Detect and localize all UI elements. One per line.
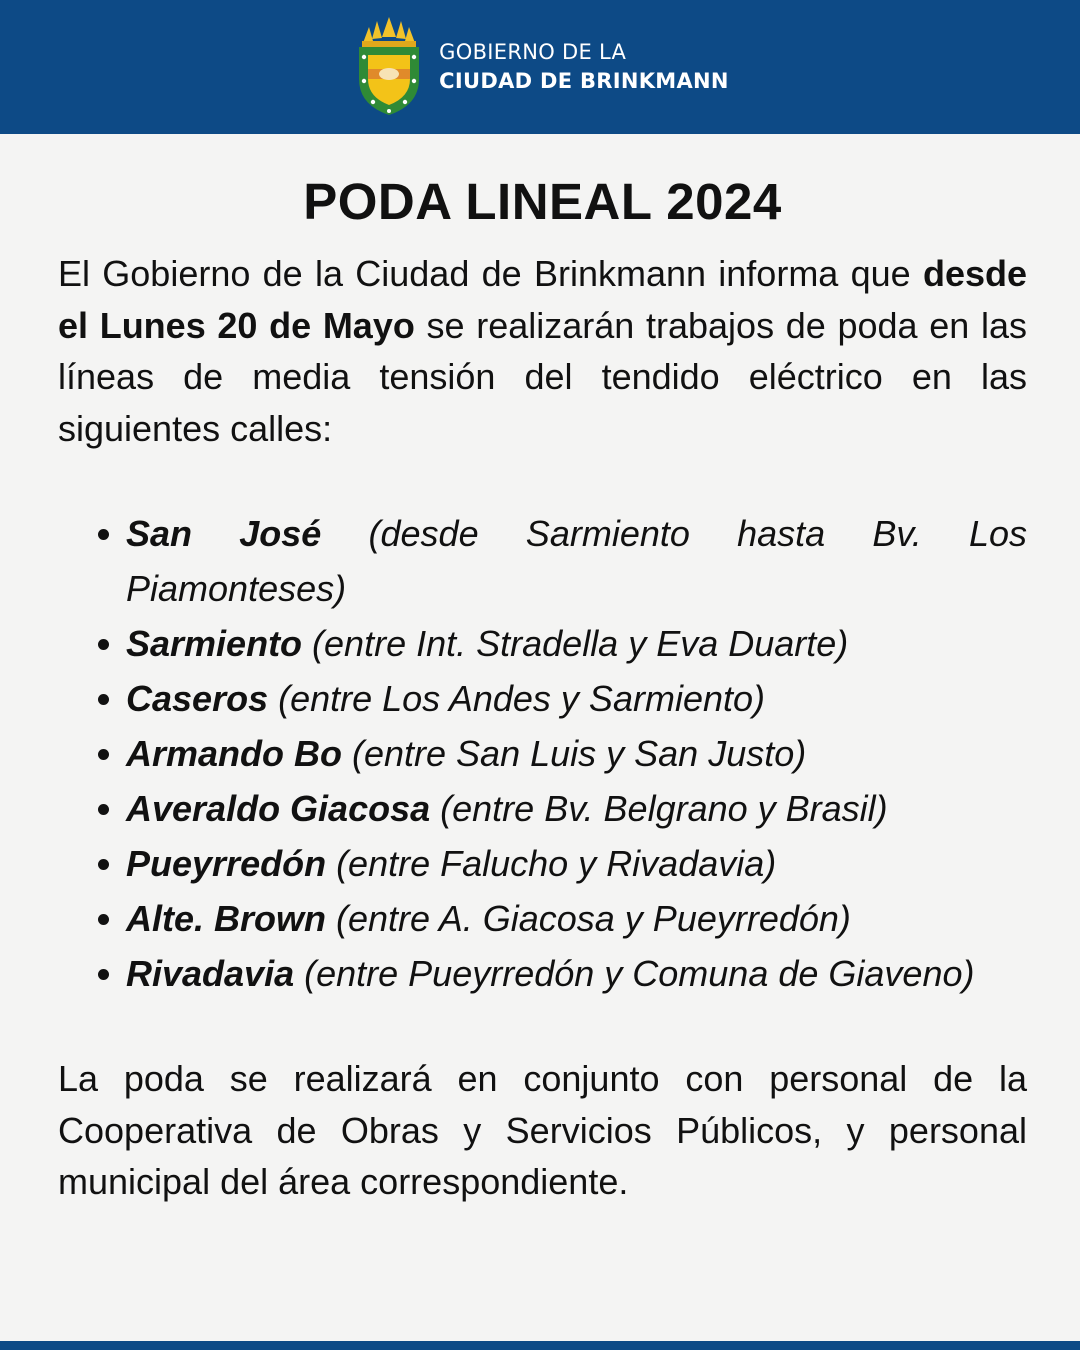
street-name: Averaldo Giacosa bbox=[126, 788, 431, 829]
street-name: Alte. Brown bbox=[126, 898, 327, 939]
street-detail: (entre San Luis y San Justo) bbox=[342, 733, 807, 774]
list-item bbox=[100, 891, 1027, 946]
coat-of-arms-icon bbox=[355, 17, 423, 117]
list-item bbox=[100, 616, 1027, 671]
intro-paragraph bbox=[58, 248, 1027, 454]
street-detail: (entre Falucho y Rivadavia) bbox=[326, 843, 777, 884]
list-item bbox=[100, 506, 1027, 616]
street-name: Pueyrredón bbox=[126, 843, 327, 884]
header-banner bbox=[0, 0, 1080, 134]
street-detail: (desde Sarmiento hasta Bv. Los Piamonteses) bbox=[126, 513, 1027, 609]
list-item bbox=[100, 836, 1027, 891]
street-list bbox=[100, 506, 1027, 1001]
street-name: Rivadavia bbox=[126, 953, 295, 994]
government-name-line2: CIUDAD DE BRINKMANN bbox=[439, 69, 729, 93]
list-item bbox=[100, 946, 1027, 1001]
intro-date: desde el Lunes 20 de Mayo bbox=[58, 253, 1027, 346]
street-name: Sarmiento bbox=[126, 623, 303, 664]
street-name: San José bbox=[126, 513, 322, 554]
government-brand bbox=[355, 17, 729, 117]
government-name-line1: GOBIERNO DE LA bbox=[439, 40, 627, 64]
list-item bbox=[100, 781, 1027, 836]
street-detail: (entre Int. Stradella y Eva Duarte) bbox=[302, 623, 849, 664]
street-detail: (entre Los Andes y Sarmiento) bbox=[268, 678, 765, 719]
intro-text-end: se realizarán trabajos de poda en las líneas de media tensión del tendido eléctrico en las siguientes calles: bbox=[58, 304, 1027, 449]
street-name: Armando Bo bbox=[126, 733, 342, 774]
intro-text-start: El Gobierno de la Ciudad de Brinkmann informa que bbox=[58, 253, 923, 294]
street-name: Caseros bbox=[126, 678, 269, 719]
closing-paragraph: La poda se realizará en conjunto con personal de la Cooperativa de Obras y Servicios Públicos, y personal municipal del área correspondiente. bbox=[58, 1058, 1027, 1202]
list-item bbox=[100, 726, 1027, 781]
street-detail: (entre Bv. Belgrano y Brasil) bbox=[430, 788, 888, 829]
page-title: PODA LINEAL 2024 bbox=[303, 173, 782, 230]
street-detail: (entre Pueyrredón y Comuna de Giaveno) bbox=[294, 953, 975, 994]
government-name bbox=[439, 38, 729, 96]
list-item bbox=[100, 671, 1027, 726]
street-detail: (entre A. Giacosa y Pueyrredón) bbox=[326, 898, 851, 939]
bottom-divider bbox=[0, 1341, 1080, 1350]
notice-body bbox=[58, 168, 1027, 1208]
